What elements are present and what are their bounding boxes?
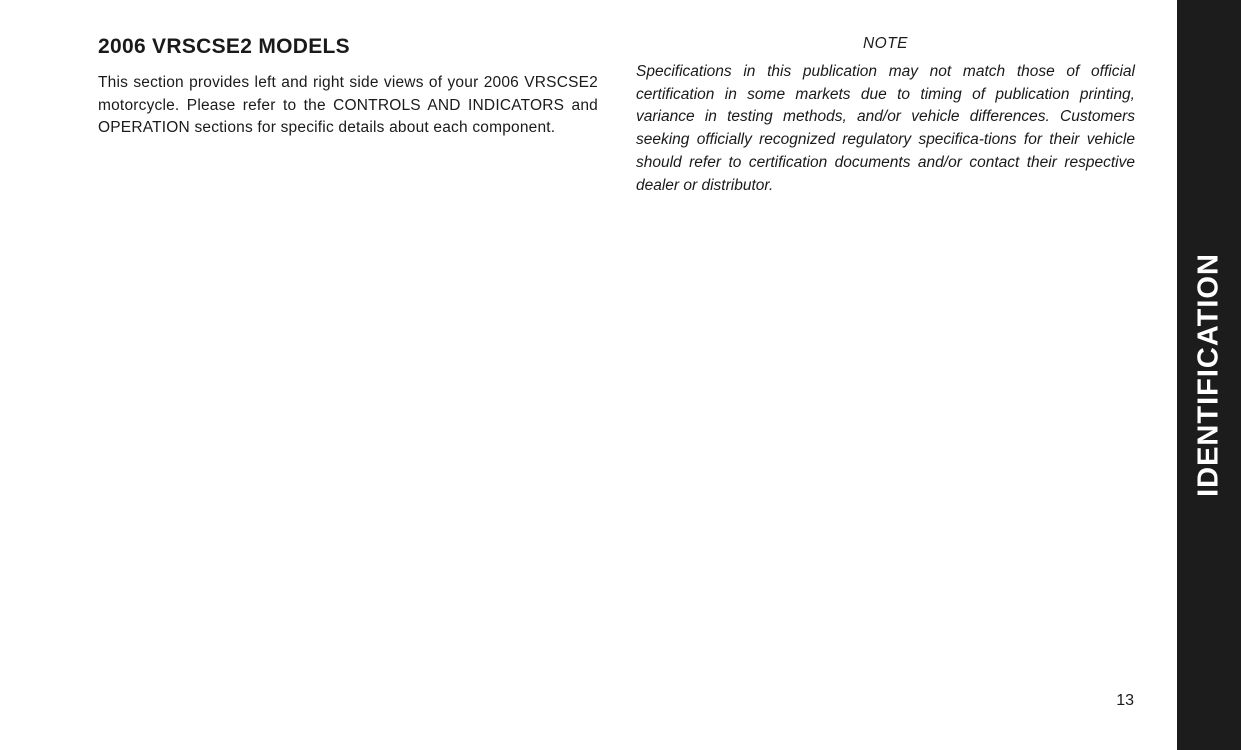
- side-tab: [1177, 0, 1241, 750]
- note-title: NOTE: [862, 35, 909, 52]
- side-tab-label: IDENTIFICATION: [1192, 253, 1225, 497]
- models-section: [98, 34, 598, 140]
- note-box: [636, 34, 1135, 197]
- note-body: Specifications in this publication may not match those of official certification in some markets due to timing of publication printing, variance in testing methods, and/or vehicle differences. Customers seeking officially recognized regulatory specifica-tions for their vehicle should refer to certification documents and/or contact their respective dealer or distributor.: [636, 63, 1135, 194]
- page-number: 13: [1116, 692, 1134, 709]
- section-title: 2006 VRSCSE2 MODELS: [98, 35, 350, 58]
- section-body: This section provides left and right side views of your 2006 VRSCSE2 motorcycle. Please refer to the CONTROLS AND INDICATORS and OPERATION sections for specific details about each component.: [98, 74, 598, 137]
